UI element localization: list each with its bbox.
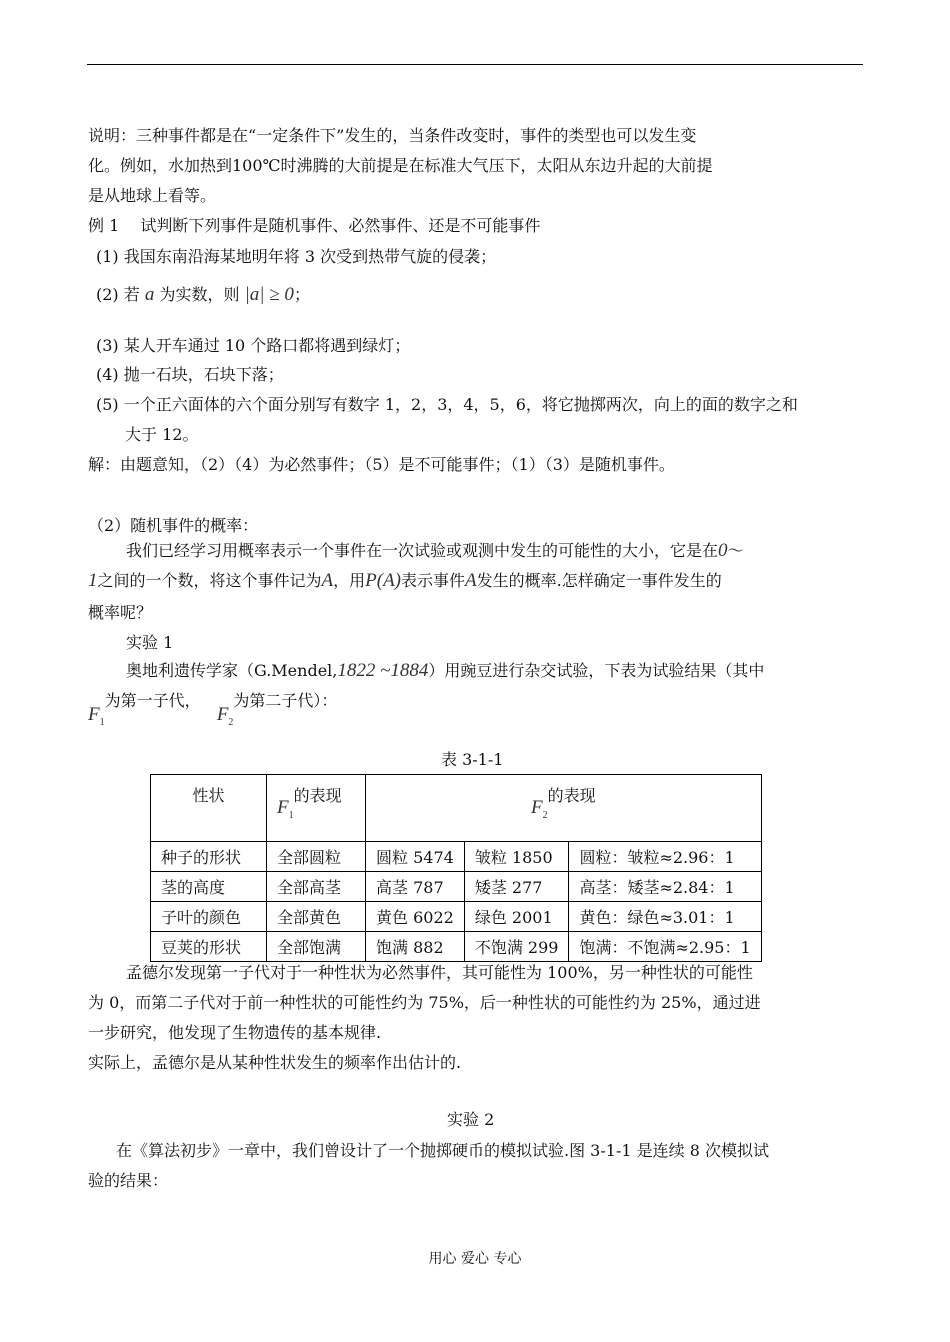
example-item-5a: (5) 一个正六面体的六个面分别写有数字 1，2，3，4，5，6，将它抛掷两次，向上的面的数字之和 bbox=[96, 395, 798, 414]
generation-legend: $F_1$为第一子代， $F_2$为第二子代）： bbox=[88, 691, 338, 728]
after-line-2: 为 0，而第二子代对于前一种性状的可能性约为 75%，后一种性状的可能性约为 25%，通过进 bbox=[88, 993, 761, 1012]
para1-line2: 1之间的一个数，将这个事件记为A，用P(A)表示事件A发生的概率.怎样确定一事件发生的 bbox=[88, 570, 722, 591]
header-f2: $F_2$的表现 bbox=[366, 775, 762, 842]
para1-line1: 我们已经学习用概率表示一个事件在一次试验或观测中发生的可能性的大小，它是在0～ bbox=[126, 540, 744, 561]
header-trait: 性状 bbox=[151, 775, 267, 842]
experiment-2-line-1: 在《算法初步》一章中，我们曾设计了一个抛掷硬币的模拟试验.图 3-1-1 是连续 8 次模拟试 bbox=[116, 1141, 769, 1160]
var-a: a bbox=[144, 284, 155, 305]
example-solution: 解：由题意知，（2）（4）为必然事件；（5）是不可能事件；（1）（3）是随机事件。 bbox=[88, 455, 675, 474]
page-footer: 用心 爱心 专心 bbox=[428, 1251, 522, 1267]
example-item-3: (3) 某人开车通过 10 个路口都将遇到绿灯； bbox=[96, 336, 411, 355]
table-row: 子叶的颜色 全部黄色 黄色 6022 绿色 2001 黄色：绿色≈3.01：1 bbox=[151, 902, 762, 932]
header-f1: $F_1$的表现 bbox=[267, 775, 366, 842]
header-rule bbox=[87, 64, 863, 65]
mendel-line: 奥地利遗传学家（G.Mendel,1822 ~1884）用豌豆进行杂交试验，下表为试验结果（其中 bbox=[126, 660, 765, 681]
after-line-3: 一步研究，他发现了生物遗传的基本规律. bbox=[88, 1023, 382, 1042]
example-item-2: (2) 若 a 为实数，则 |a| ≥ 0； bbox=[96, 284, 310, 305]
table-row: 种子的形状 全部圆粒 圆粒 5474 皱粒 1850 圆粒：皱粒≈2.96：1 bbox=[151, 842, 762, 872]
example-title: 例 1 试判断下列事件是随机事件、必然事件、还是不可能事件 bbox=[88, 216, 541, 235]
para1-line3: 概率呢？ bbox=[88, 603, 153, 622]
table-row: 茎的高度 全部高茎 高茎 787 矮茎 277 高茎：矮茎≈2.84：1 bbox=[151, 872, 762, 902]
section-heading: （2）随机事件的概率： bbox=[88, 516, 259, 535]
table-caption: 表 3-1-1 bbox=[441, 750, 504, 769]
example-item-5b: 大于 12。 bbox=[125, 425, 199, 444]
table-header-row bbox=[151, 775, 762, 842]
after-line-4: 实际上，孟德尔是从某种性状发生的频率作出估计的. bbox=[88, 1053, 462, 1072]
after-line-1: 孟德尔发现第一子代对于一种性状为必然事件，其可能性为 100%，另一种性状的可能性 bbox=[126, 963, 753, 982]
intro-line-3: 是从地球上看等。 bbox=[88, 186, 217, 205]
table-row: 豆荚的形状 全部饱满 饱满 882 不饱满 299 饱满：不饱满≈2.95：1 bbox=[151, 932, 762, 962]
intro-line-2: 化。例如，水加热到100℃时沸腾的大前提是在标准大气压下，太阳从东边升起的大前提 bbox=[88, 156, 713, 175]
experiment-2-line-2: 验的结果： bbox=[88, 1171, 169, 1190]
abs-inequality: |a| ≥ 0 bbox=[244, 284, 294, 305]
example-item-4: (4) 抛一石块，石块下落； bbox=[96, 365, 284, 384]
example-item-1: (1) 我国东南沿海某地明年将 3 次受到热带气旋的侵袭； bbox=[96, 247, 497, 266]
experiment-2-title: 实验 2 bbox=[447, 1110, 495, 1129]
mendel-results-table bbox=[150, 774, 762, 962]
experiment-1-title: 实验 1 bbox=[126, 633, 174, 652]
intro-line-1: 说明：三种事件都是在“一定条件下”发生的，当条件改变时，事件的类型也可以发生变 bbox=[88, 126, 697, 145]
